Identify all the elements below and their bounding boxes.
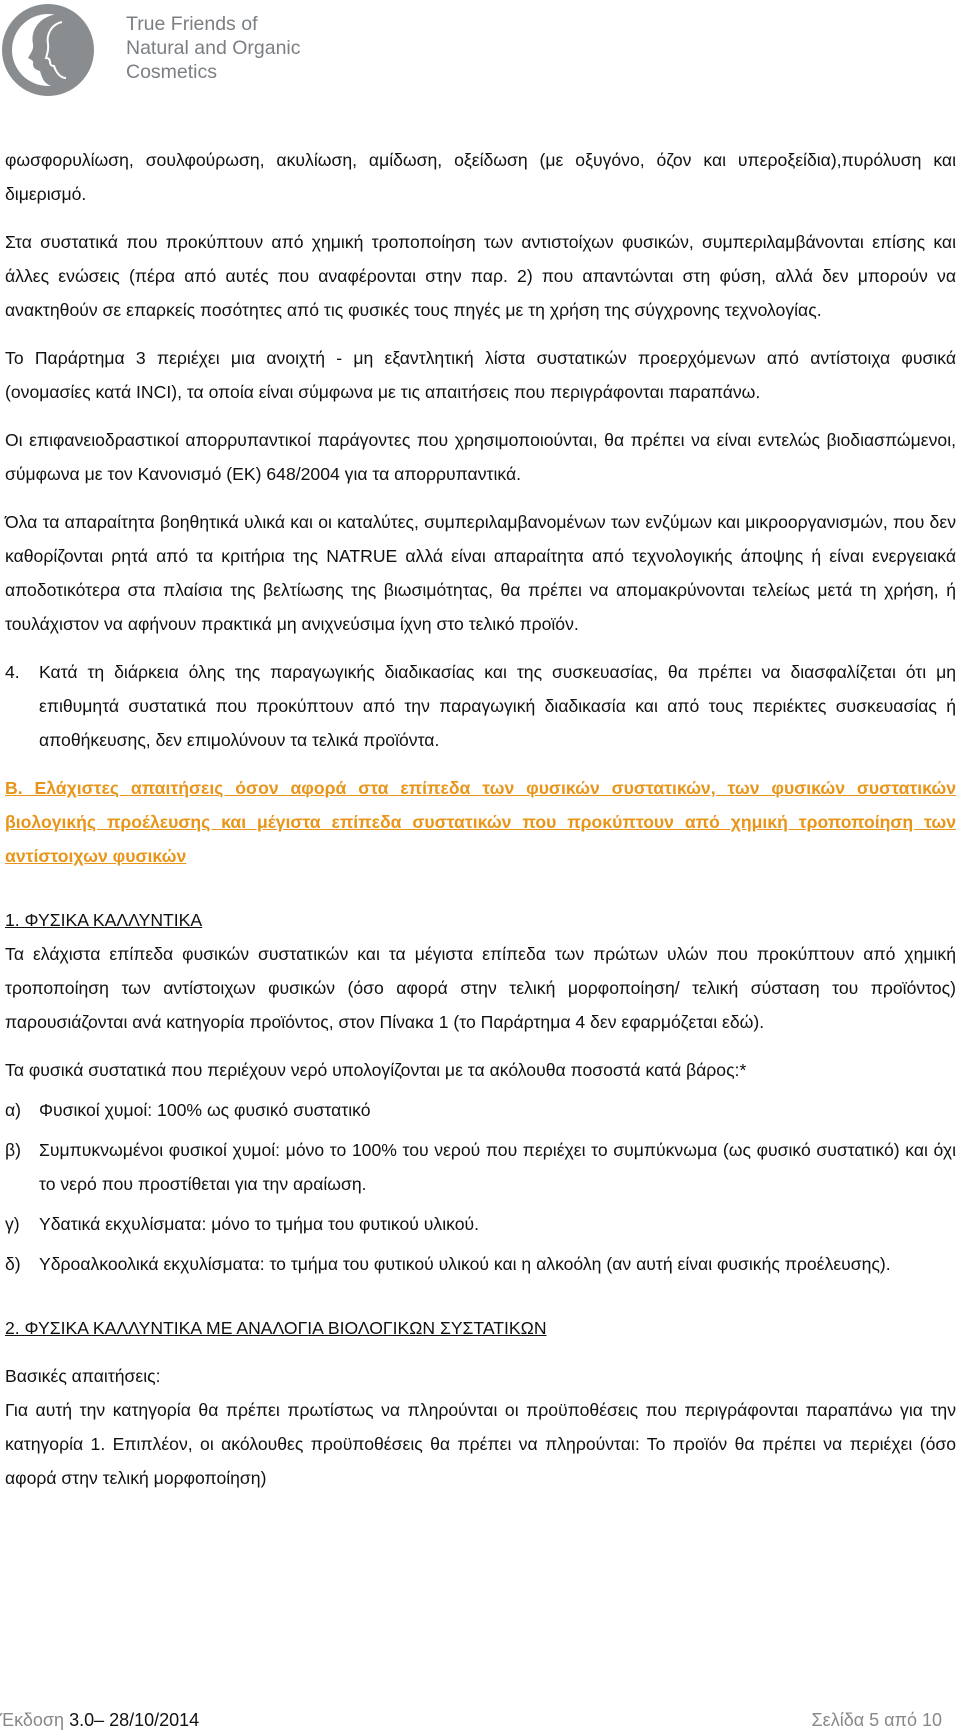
page-number: Σελίδα 5 από 10 xyxy=(811,1710,942,1730)
heading-organic-proportion: 2. ΦΥΣΙΚΑ ΚΑΛΛΥΝΤΙΚΑ ΜΕ ΑΝΑΛΟΓΙΑ ΒΙΟΛΟΓΙΚΩΝ ΣΥΣΤΑΤΙΚΩΝ xyxy=(5,1318,547,1338)
edition-info xyxy=(0,1710,199,1731)
list-text: Υδροαλκοολικά εκχυλίσματα: το τμήμα του φυτικού υλικού και η αλκοόλη (αν αυτή είναι φυσικής προέλευσης). xyxy=(39,1254,891,1274)
paragraph-annex-3: Το Παράρτημα 3 περιέχει μια ανοιχτή - μη εξαντλητική λίστα συστατικών προερχόμενων από αντίστοιχα φυσικά (ονομασίες κατά INCI), τα οποία είναι σύμφωνα με τις απαιτήσεις που περιγράφονται παραπάνω. xyxy=(5,348,956,402)
paragraph-surfactants: Οι επιφανειοδραστικοί απορρυπαντικοί παράγοντες που χρησιμοποιούνται, θα πρέπει να είναι εντελώς βιοδιασπώμενοι, σύμφωνα με τον Κανονισμό (ΕΚ) 648/2004 για τα απορρυπαντικά. xyxy=(5,430,956,484)
logo-wordmark xyxy=(126,12,301,84)
list-text: Συμπυκνωμένοι φυσικοί χυμοί: μόνο το 100% του νερού που περιέχει το συμπύκνωμα (ως φυσικό συστατικό) και όχι το νερό που προστίθεται για την αραίωση. xyxy=(39,1140,956,1194)
paragraph-auxiliaries: Όλα τα απαραίτητα βοηθητικά υλικά και οι καταλύτες, συμπεριλαμβανομένων των ενζύμων και μικροοργανισμών, που δεν καθορίζονται ρητά από τα κριτήρια της NATRUE αλλά είναι απαραίτητα από τεχνολογικής άποψης ή είναι ενεργειακά αποδοτικότερα στα πλαίσια της βελτίωσης της βιωσιμότητας, θα πρέπει να απομακρύνονται τελείως μετά τη χρήση, ή τουλάχιστον να αφήνουν πρακτικά μη ανιχνεύσιμα ίχνη στο τελικό προϊόν. xyxy=(5,512,956,634)
edition-value: 3.0– 28/10/2014 xyxy=(69,1710,200,1730)
logo-line-3: Cosmetics xyxy=(126,61,218,83)
list-item xyxy=(5,1207,956,1241)
logo-line-1: True Friends of xyxy=(126,13,258,35)
item-number: 4. xyxy=(5,662,20,682)
numbered-item-4 xyxy=(5,655,956,757)
list-label: β) xyxy=(5,1140,21,1160)
paragraph-reactions: φωσφορυλίωση, σουλφούρωση, ακυλίωση, αμίδωση, οξείδωση (με οξυγόνο, όζον και υπεροξείδια),πυρόλυση και διμερισμό. xyxy=(5,150,956,204)
natrue-logo-seal xyxy=(0,0,112,100)
list-label: γ) xyxy=(5,1214,20,1234)
list-item xyxy=(5,1133,956,1201)
edition-label: Έκδοση xyxy=(0,1710,65,1730)
document-body xyxy=(5,143,956,1495)
list-label: α) xyxy=(5,1100,22,1120)
logo-line-2: Natural and Organic xyxy=(126,37,301,59)
section-b-heading: Β. Ελάχιστες απαιτήσεις όσον αφορά στα επίπεδα των φυσικών συστατικών, των φυσικών συστατικών βιολογικής προέλευσης και μέγιστα επίπεδα συστατικών που προκύπτουν από χημική τροποποίηση των αντίστοιχων φυσικών xyxy=(5,778,956,866)
list-text: Υδατικά εκχυλίσματα: μόνο το τμήμα του φυτικού υλικού. xyxy=(39,1214,480,1234)
paragraph-category-2: Για αυτή την κατηγορία θα πρέπει πρωτίστως να πληρούνται οι προϋποθέσεις που περιγράφονται παραπάνω για την κατηγορία 1. Επιπλέον, οι ακόλουθες προϋποθέσεις θα πρέπει να πληρούνται: Το προϊόν θα πρέπει να περιέχει (όσο αφορά στην τελική μορφοποίηση) xyxy=(5,1400,956,1488)
paragraph-water-content: Τα φυσικά συστατικά που περιέχουν νερό υπολογίζονται με τα ακόλουθα ποσοστά κατά βάρος:* xyxy=(5,1060,747,1080)
heading-natural-cosmetics: 1. ΦΥΣΙΚΑ ΚΑΛΛΥΝΤΙΚΑ xyxy=(5,910,203,930)
list-text: Φυσικοί χυμοί: 100% ως φυσικό συστατικό xyxy=(39,1100,371,1120)
item-text: Κατά τη διάρκεια όλης της παραγωγικής διαδικασίας και της συσκευασίας, θα πρέπει να διασφαλίζεται ότι μη επιθυμητά συστατικά που προκύπτουν από την παραγωγική διαδικασία και από τους περιέκτες συσκευασίας ή αποθήκευσης, δεν επιμολύνουν τα τελικά προϊόντα. xyxy=(39,662,956,750)
list-item xyxy=(5,1247,956,1281)
basic-requirements-label: Βασικές απαιτήσεις: xyxy=(5,1366,161,1386)
list-label: δ) xyxy=(5,1254,21,1274)
paragraph-minimum-levels: Τα ελάχιστα επίπεδα φυσικών συστατικών και τα μέγιστα επίπεδα των πρώτων υλών που προκύπτουν από χημική τροποποίηση των αντίστοιχων φυσικών (όσο αφορά στην τελική μορφοποίηση/ τελική σύσταση του προϊόντος) παρουσιάζονται ανά κατηγορία προϊόντος, στον Πίνακα 1 (το Παράρτημα 4 δεν εφαρμόζεται εδώ). xyxy=(5,944,956,1032)
paragraph-chemically-modified: Στα συστατικά που προκύπτουν από χημική τροποποίηση των αντιστοίχων φυσικών, συμπεριλαμβάνονται επίσης και άλλες ενώσεις (πέρα από αυτές που αναφέρονται στην παρ. 2) που απαντώνται στη φύση, αλλά δεν μπορούν να ανακτηθούν σε επαρκείς ποσότητες από τις φυσικές τους πηγές με τη χρήση της σύγχρονης τεχνολογίας. xyxy=(5,232,956,320)
list-item xyxy=(5,1093,956,1127)
page-header xyxy=(0,0,960,100)
page-footer xyxy=(0,1710,960,1736)
